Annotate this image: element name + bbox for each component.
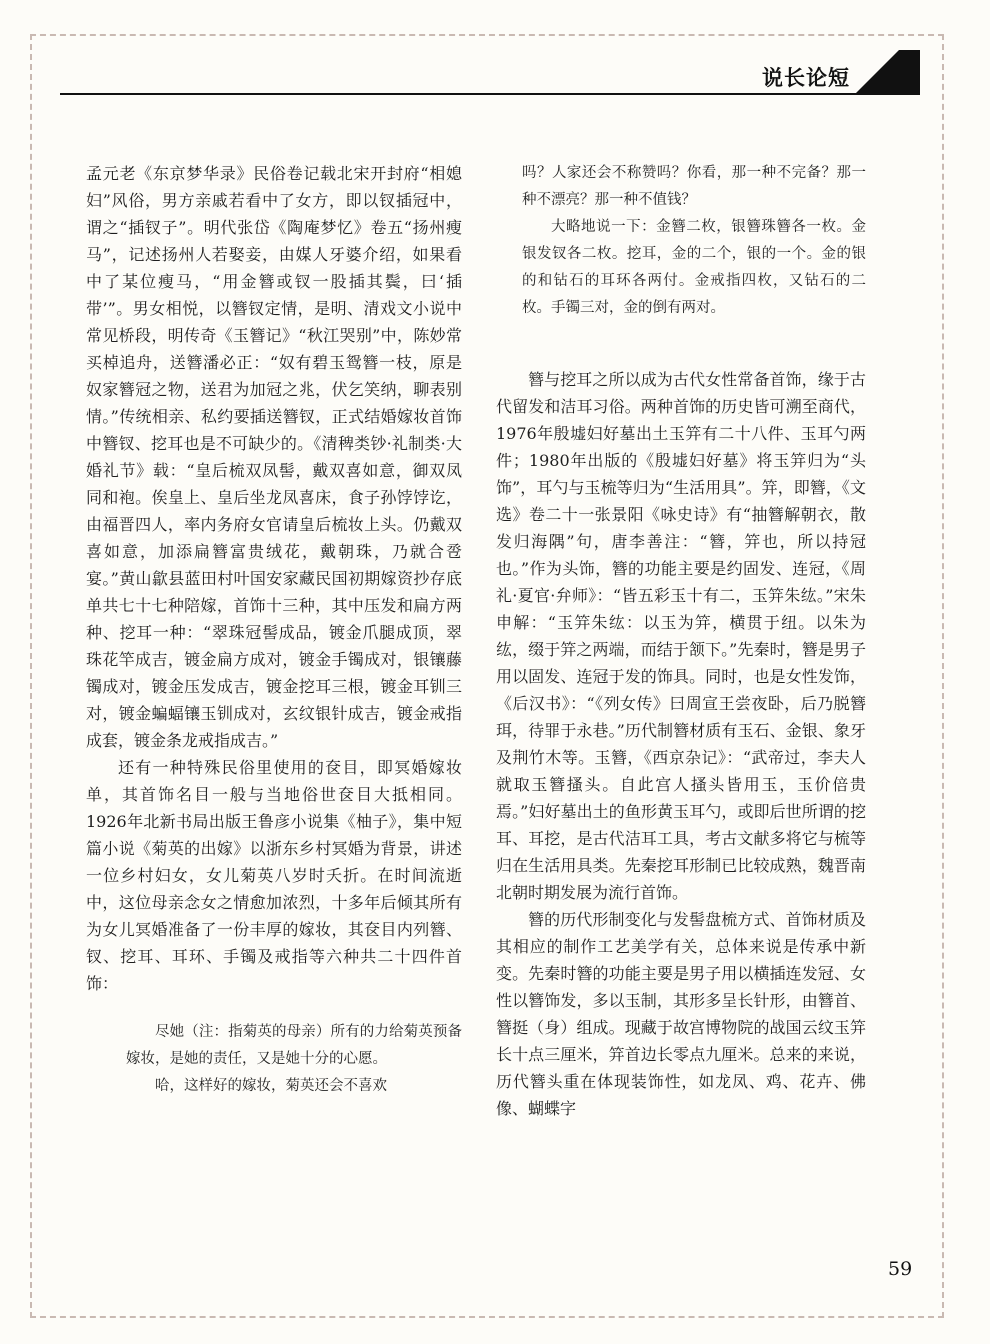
block-quote: 大略地说一下：金簪二枚，银簪珠簪各一枚。金银发钗各二枚。挖耳，金的二个，银的一个。金的银的和钻石的耳环各两付。金戒指四枚，又钻石的二枚。手镯三对，金的倒有两对。 — [522, 219, 866, 316]
section-title: 说长论短 — [762, 66, 850, 90]
left-column — [86, 160, 462, 1100]
title-triangle-decoration — [855, 50, 920, 94]
body-paragraph: 簪的历代形制变化与发髻盘梳方式、首饰材质及其相应的制作工艺美学有关，总体来说是传承中新变。先秦时簪的功能主要是男子用以横插连发冠、女性以簪饰发，多以玉制，其形多呈长针形，由簪首、簪挺（身）组成。现藏于故宫博物院的战国云纹玉笄长十点三厘米，笄首边长零点九厘米。总来的来说，历代簪头重在体现装饰性，如龙凤、鸡、花卉、佛像、蝴蝶字 — [496, 910, 866, 1118]
block-quote: 哈，这样好的嫁妆，菊英还会不喜欢 — [155, 1078, 387, 1094]
block-quote: 尽她（注：指菊英的母亲）所有的力给菊英预备嫁妆，是她的责任，又是她十分的心愿。 — [126, 1024, 462, 1067]
body-paragraph: 还有一种特殊民俗里使用的奁目，即冥婚嫁妆单，其首饰名目一般与当地俗世奁目大抵相同。1926年北新书局出版王鲁彦小说集《柚子》，集中短篇小说《菊英的出嫁》以浙东乡村冥婚为背景，讲述一位乡村妇女，女儿菊英八岁时夭折。在时间流逝中，这位母亲念女之情愈加浓烈，十多年后倾其所有为女儿冥婚准备了一份丰厚的嫁妆，其奁目内列簪、钗、挖耳、耳环、手镯及戒指等六种共二十四件首饰： — [86, 758, 462, 993]
right-column — [496, 160, 866, 1122]
block-quote: 吗？人家还会不称赞吗？你看，那一种不完备？那一种不漂亮？那一种不值钱？ — [522, 165, 866, 208]
header-rule — [60, 93, 920, 95]
page-number: 59 — [888, 1258, 913, 1280]
body-paragraph: 孟元老《东京梦华录》民俗卷记载北宋开封府“相媳妇”风俗，男方亲戚若看中了女方，即以钗插冠中，谓之“插钗子”。明代张岱《陶庵梦忆》卷五“扬州瘦马”，记述扬州人若娶妾，由媒人牙婆介绍，如果看中了某位瘦马，“用金簪或钗一股插其鬓，曰‘插带’”。男女相悦，以簪钗定情，是明、清戏文小说中常见桥段，明传奇《玉簪记》“秋江哭别”中，陈妙常买棹追舟，送簪潘必正：“奴有碧玉鸳簪一枝，原是奴家簪冠之物，送君为加冠之兆，伏乞笑纳，聊表别情。”传统相亲、私约要插送簪钗，正式结婚嫁妆首饰中簪钗、挖耳也是不可缺少的。《清稗类钞·礼制类·大婚礼节》载：“皇后梳双凤髻，戴双喜如意，御双凤同和袍。俟皇上、皇后坐龙凤喜床，食子孙饽饽讫，由福晋四人，率内务府女官请皇后梳妆上头。仍戴双喜如意，加添扁簪富贵绒花，戴朝珠，乃就合卺宴。”黄山歙县蓝田村叶国安家藏民国初期嫁资抄存底单共七十七种陪嫁，首饰十三种，其中压发和扁方两种、挖耳一种：“翠珠冠髻成品，镀金爪腿成顶，翠珠花竿成吉，镀金扁方成对，镀金手镯成对，银镶藤镯成对，镀金压发成吉，镀金挖耳三根，镀金耳钏三对，镀金蝙蝠镶玉钏成对，玄纹银针成吉，镀金戒指成套，镀金条龙戒指成吉。” — [86, 164, 462, 750]
body-paragraph: 簪与挖耳之所以成为古代女性常备首饰，缘于古代留发和洁耳习俗。两种首饰的历史皆可溯至商代，1976年殷墟妇好墓出土玉笄有二十八件、玉耳勺两件；1980年出版的《殷墟妇好墓》将玉笄归为“头饰”，耳勺与玉梳等归为“生活用具”。笄，即簪，《文选》卷二十一张景阳《咏史诗》有“抽簪解朝衣，散发归海隅”句，唐李善注：“簪，笄也，所以持冠也。”作为头饰，簪的功能主要是约固发、连冠，《周礼·夏官·弁师》：“皆五彩玉十有二，玉笄朱纮。”宋朱申解：“玉笄朱纮：以玉为笄，横贯于纽。以朱为纮，缀于笄之两端，而结于颔下。”先秦时，簪是男子用以固发、连冠于发的饰具。同时，也是女性发饰，《后汉书》：“《列女传》曰周宣王尝夜卧，后乃脱簪珥，待罪于永巷。”历代制簪材质有玉石、金银、象牙及荆竹木等。玉簪，《西京杂记》：“武帝过，李夫人就取玉簪搔头。自此宫人搔头皆用玉，玉价倍贵焉。”妇好墓出土的鱼形黄玉耳勺，或即后世所谓的挖耳、耳挖，是古代洁耳工具，考古文献多将它与梳等归在生活用具类。先秦挖耳形制已比较成熟，魏晋南北朝时期发展为流行首饰。 — [496, 370, 866, 902]
